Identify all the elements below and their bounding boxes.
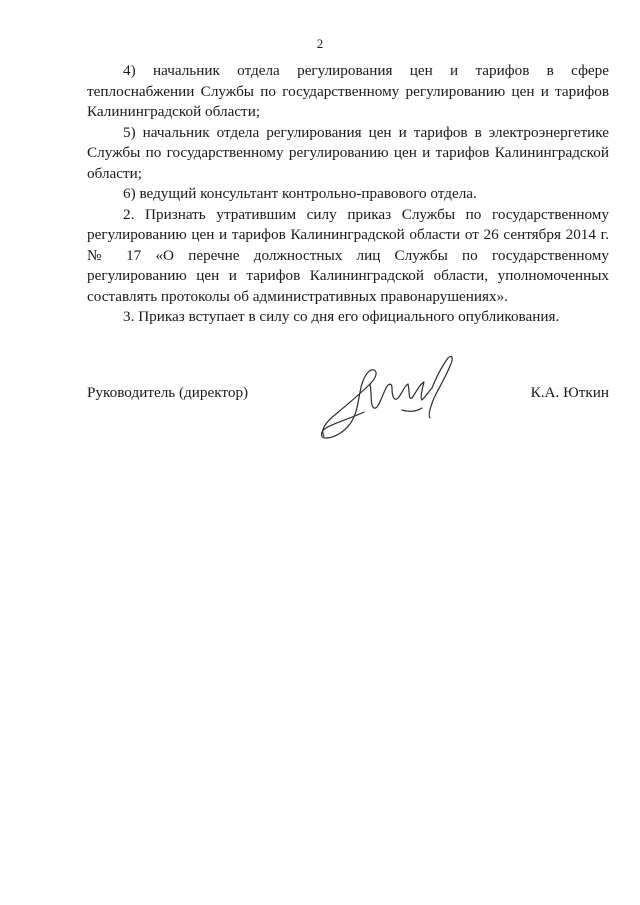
paragraph-clause-2: 2. Признать утратившим силу приказ Службы по государственному регулированию цен и тарифов Калининградской области от 26 сентября 2014 г. № 17 «О перечне должностных лиц Службы по государственному регулированию цен и тарифов Калининградской области, уполномоченных составлять протоколы об административных правонарушениях». [87,205,609,305]
paragraph-clause-3: 3. Приказ вступает в силу со дня его официального опубликования. [123,308,560,325]
paragraph-item-4: 4) начальник отдела регулирования цен и тарифов в сфере теплоснабжении Службы по государственному регулированию цен и тарифов Калининградской области; [87,62,609,120]
document-body [87,61,609,328]
page-number: 2 [316,36,324,51]
paragraph-item-6: 6) ведущий консультант контрольно-правового отдела. [123,185,477,202]
signatory-title: Руководитель (директор) [87,384,249,401]
signatory-name: К.А. Юткин [530,384,609,401]
handwritten-signature [312,352,462,442]
paragraph-item-5: 5) начальник отдела регулирования цен и тарифов в электроэнергетике Службы по государственному регулированию цен и тарифов Калининградской области; [87,123,609,182]
